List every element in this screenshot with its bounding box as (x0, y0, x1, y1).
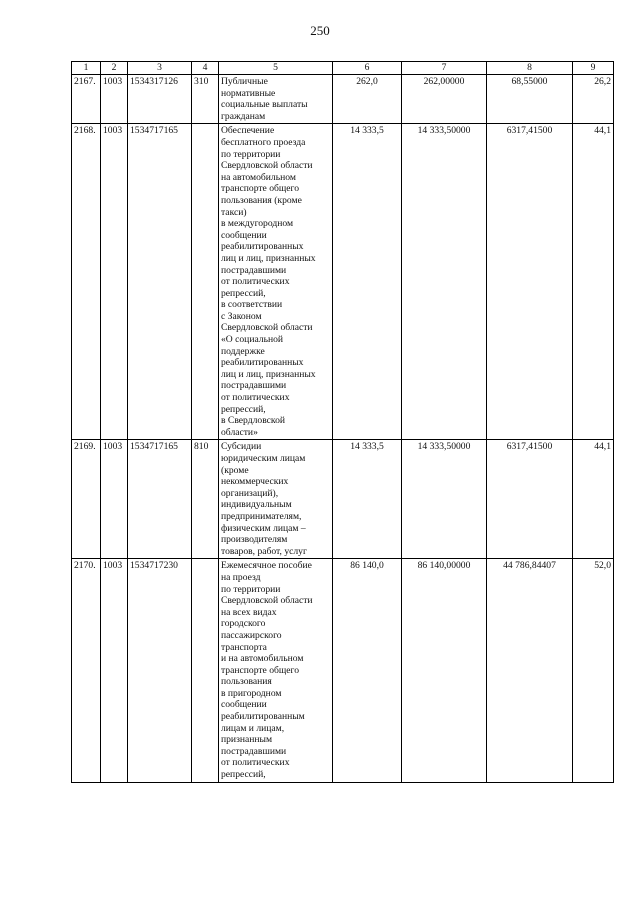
approved-amount: 86 140,00000 (402, 559, 487, 782)
planned-amount: 86 140,0 (333, 559, 402, 782)
expense-type-code: 810 (192, 440, 219, 559)
item-name: Обеспечение бесплатного проезда по территории Свердловской области на автомобильном транспорте общего пользования (кроме такси) в междугородном сообщении реабилитированных лиц и лиц, признанных пострадавшими от политических репрессий, в соответствии с Законом Свердловской области «О социальной поддержке реабилитированных лиц и лиц, признанных пострадавшими от политических репрессий, в Свердловской области» (219, 124, 333, 440)
row-number: 2168. (72, 124, 101, 440)
executed-amount: 6317,41500 (487, 124, 573, 440)
column-header: 4 (192, 62, 219, 75)
column-header: 7 (402, 62, 487, 75)
budget-table (71, 61, 614, 783)
expense-type-code (192, 559, 219, 782)
page-number: 250 (310, 23, 330, 38)
planned-amount: 262,0 (333, 75, 402, 124)
column-header: 1 (72, 62, 101, 75)
item-name: Ежемесячное пособие на проезд по территории Свердловской области на всех видах городского пассажирского транспорта и на автомобильном транспорте общего пользования в пригородном сообщении реабилитированным лицам и лицам, признанным пострадавшими от политических репрессий, (219, 559, 333, 782)
column-header: 9 (573, 62, 614, 75)
executed-amount: 6317,41500 (487, 440, 573, 559)
table-row (72, 124, 614, 440)
row-number: 2169. (72, 440, 101, 559)
executed-amount: 68,55000 (487, 75, 573, 124)
target-article-code: 1534317126 (128, 75, 192, 124)
table-row (72, 559, 614, 782)
section-code: 1003 (101, 124, 128, 440)
executed-amount: 44 786,84407 (487, 559, 573, 782)
item-name: Субсидии юридическим лицам (кроме некоммерческих организаций), индивидуальным предпринимателям, физическим лицам – производителям товаров, работ, услуг (219, 440, 333, 559)
header-row (72, 62, 614, 75)
execution-percent: 52,0 (573, 559, 614, 782)
section-code: 1003 (101, 440, 128, 559)
target-article-code: 1534717165 (128, 124, 192, 440)
table-row (72, 75, 614, 124)
target-article-code: 1534717230 (128, 559, 192, 782)
column-header: 8 (487, 62, 573, 75)
expense-type-code: 310 (192, 75, 219, 124)
column-header: 3 (128, 62, 192, 75)
section-code: 1003 (101, 559, 128, 782)
row-number: 2167. (72, 75, 101, 124)
item-name: Публичные нормативные социальные выплаты гражданам (219, 75, 333, 124)
target-article-code: 1534717165 (128, 440, 192, 559)
planned-amount: 14 333,5 (333, 440, 402, 559)
column-header: 5 (219, 62, 333, 75)
approved-amount: 14 333,50000 (402, 124, 487, 440)
execution-percent: 26,2 (573, 75, 614, 124)
planned-amount: 14 333,5 (333, 124, 402, 440)
section-code: 1003 (101, 75, 128, 124)
column-header: 6 (333, 62, 402, 75)
approved-amount: 14 333,50000 (402, 440, 487, 559)
approved-amount: 262,00000 (402, 75, 487, 124)
execution-percent: 44,1 (573, 440, 614, 559)
expense-type-code (192, 124, 219, 440)
row-number: 2170. (72, 559, 101, 782)
column-header: 2 (101, 62, 128, 75)
table-row (72, 440, 614, 559)
execution-percent: 44,1 (573, 124, 614, 440)
